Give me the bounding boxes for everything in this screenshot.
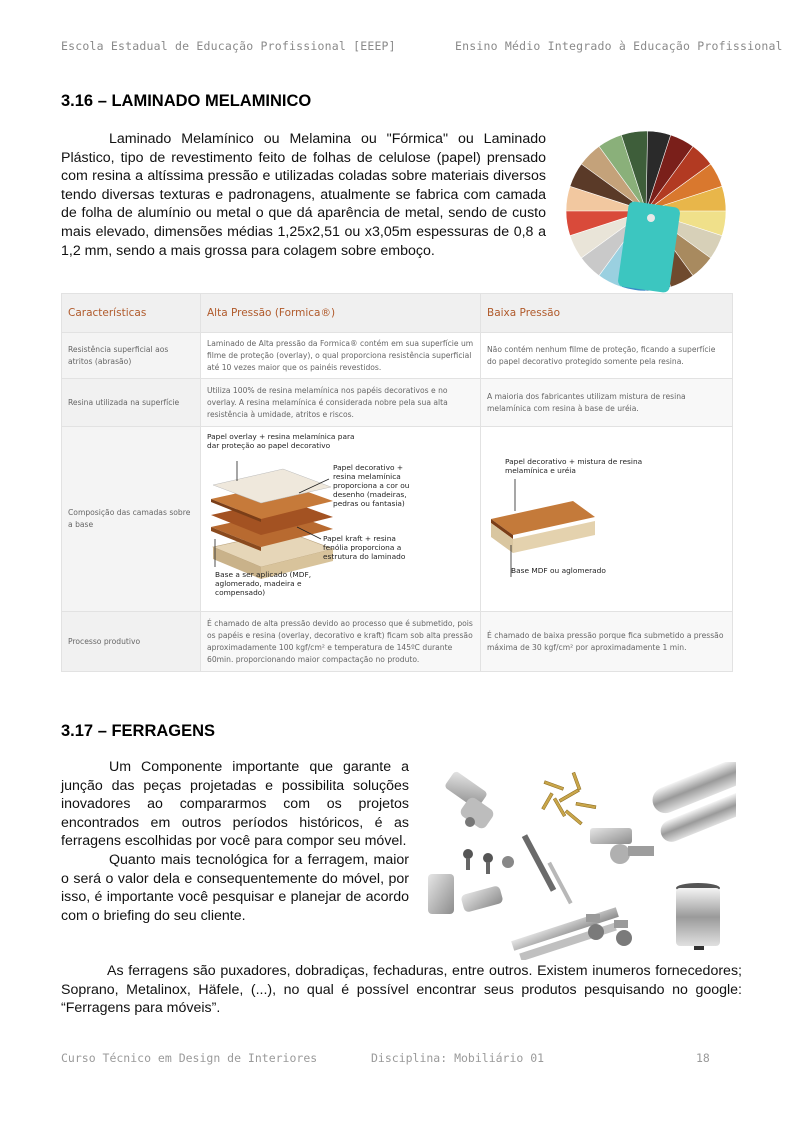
table-header-low-pressure: Baixa Pressão <box>481 294 733 333</box>
ferragens-paragraph-block <box>61 758 409 925</box>
chrome-tubes-icon <box>649 762 736 845</box>
high-pressure-layers-diagram-cell <box>201 427 481 612</box>
swatch-hole <box>647 214 655 222</box>
formica-swatch-fan-image <box>561 126 731 296</box>
laminate-comparison-table <box>61 293 733 672</box>
footer-course: Curso Técnico em Design de Interiores <box>61 1051 318 1065</box>
table-row-composition <box>62 427 733 612</box>
header-school: Escola Estadual de Educação Profissional [EEEP] <box>61 39 396 53</box>
hardware-collage-graphic <box>418 762 736 960</box>
table-row <box>62 379 733 427</box>
header-course-type: Ensino Médio Integrado à Educação Profissional <box>455 39 783 53</box>
hp-overlay-label: Papel overlay + resina melamínica para dar proteção ao papel decorativo <box>207 432 355 450</box>
hardware-collage-image <box>418 762 736 960</box>
hinge-icon <box>444 770 496 830</box>
table-cell-high: Laminado de Alta pressão da Formica® contém em sua superfície um filme de proteção (overlay), o qual proporciona resistência superficial até 10 vezes maior que os painéis revestidos. <box>201 333 481 379</box>
gas-piston-icon <box>522 834 573 904</box>
section-title-laminado: 3.16 – LAMINADO MELAMINICO <box>61 92 312 110</box>
hp-base-label: Base a ser aplicado (MDF, aglomerado, madeira e compensado) <box>215 570 312 597</box>
ferragens-paragraph-3: As ferragens são puxadores, dobradiças, fechaduras, entre outros. Existem inumeros fornecedores; Soprano, Metalinox, Häfele, (...), no qual é possível encontrar seus produtos pesquisando no google: “Ferragens para móveis”. <box>61 963 742 1017</box>
ferragens-paragraph-1: Um Componente importante que garante a junção das peças projetadas e possibilita soluções inovadores ao compararmos com os projetos encontrados em outros períodos históricos, é as ferragens escolhidas por você para compor seu móvel. <box>61 759 409 850</box>
low-pressure-layers-diagram <box>481 427 733 607</box>
concealed-hinge-icon <box>590 828 654 864</box>
table-cell-feature: Composição das camadas sobre a base <box>62 427 201 612</box>
swatch-fan-graphic <box>561 126 731 296</box>
screws-pile-icon <box>542 772 596 825</box>
high-pressure-layers-diagram <box>201 427 481 607</box>
table-cell-feature: Resina utilizada na superfície <box>62 379 201 427</box>
table-cell-high: É chamado de alta pressão devido ao processo que é submetido, pois os papéis e resina (overlay, decorativo e kraft) ficam sob alta pressão aproximadamente 100 kgf/cm² e temperatura de 145ºC durante 60min. proporcionando maior compactação no produto. <box>201 612 481 672</box>
section-title-ferragens: 3.17 – FERRAGENS <box>61 722 216 740</box>
pedal-bin-icon <box>676 883 720 950</box>
footer-discipline: Disciplina: Mobiliário 01 <box>371 1051 545 1065</box>
table-row <box>62 612 733 672</box>
lp-base-label: Base MDF ou aglomerado <box>511 566 606 575</box>
table-header-row <box>62 294 733 333</box>
page-number: 18 <box>696 1051 710 1065</box>
table-cell-feature: Processo produtivo <box>62 612 201 672</box>
low-pressure-layers-diagram-cell <box>481 427 733 612</box>
table-header-high-pressure: Alta Pressão (Formica®) <box>201 294 481 333</box>
table-cell-low: A maioria dos fabricantes utilizam mistura de resina melamínica com resina à base de uréia. <box>481 379 733 427</box>
laminado-paragraph: Laminado Melamínico ou Melamina ou "Fórmica" ou Laminado Plástico, tipo de revestimento feito de folhas de celulose (papel) prensado com resina a altíssima pressão e utilizadas coladas sobre materiais diversos tendo diversas texturas e padronagens, atualmente se fabrica com camada de folha de alumínio ou metal o que dá aparência de metal, sendo de custo mais elevado, dimensões médias 1,25x2,51 ou x3,05m espessuras de 0,8 a 1,2 mm, sendo a mais grossa para colagem sobre emboço. <box>61 131 546 259</box>
cabinet-fittings-icon <box>428 849 514 914</box>
table-cell-high: Utiliza 100% de resina melamínica nos papéis decorativos e no overlay. A resina melamínica é considerada nobre pela sua alta resistência à umidade, atritos e riscos. <box>201 379 481 427</box>
ferragens-paragraph-3-block <box>61 962 742 1018</box>
laminado-paragraph-block <box>61 130 546 260</box>
ferragens-paragraph-2: Quanto mais tecnológica for a ferragem, maior o será o valor dela e consequentemente do móvel, por isso, é importante você pesquisar e planejar de acordo com o briefing do seu cliente. <box>61 851 409 924</box>
table-cell-low: Não contém nenhum filme de proteção, ficando a superfície do papel decorativo protegido somente pela resina. <box>481 333 733 379</box>
hp-kraft-label: Papel kraft + resina fenólia proporciona a estrutura do laminado <box>323 534 406 561</box>
table-row <box>62 333 733 379</box>
table-header-features: Características <box>62 294 201 333</box>
table-cell-feature: Resistência superficial aos atritos (abrasão) <box>62 333 201 379</box>
table-cell-low: É chamado de baixa pressão porque fica submetido a pressão máxima de 30 kgf/cm² por aproximadamente 1 min. <box>481 612 733 672</box>
hp-decorative-label: Papel decorativo + resina melamínica proporciona a cor ou desenho (madeiras, pedras ou fantasia) <box>333 463 410 508</box>
lp-decorative-label: Papel decorativo + mistura de resina melamínica e uréia <box>505 457 643 475</box>
